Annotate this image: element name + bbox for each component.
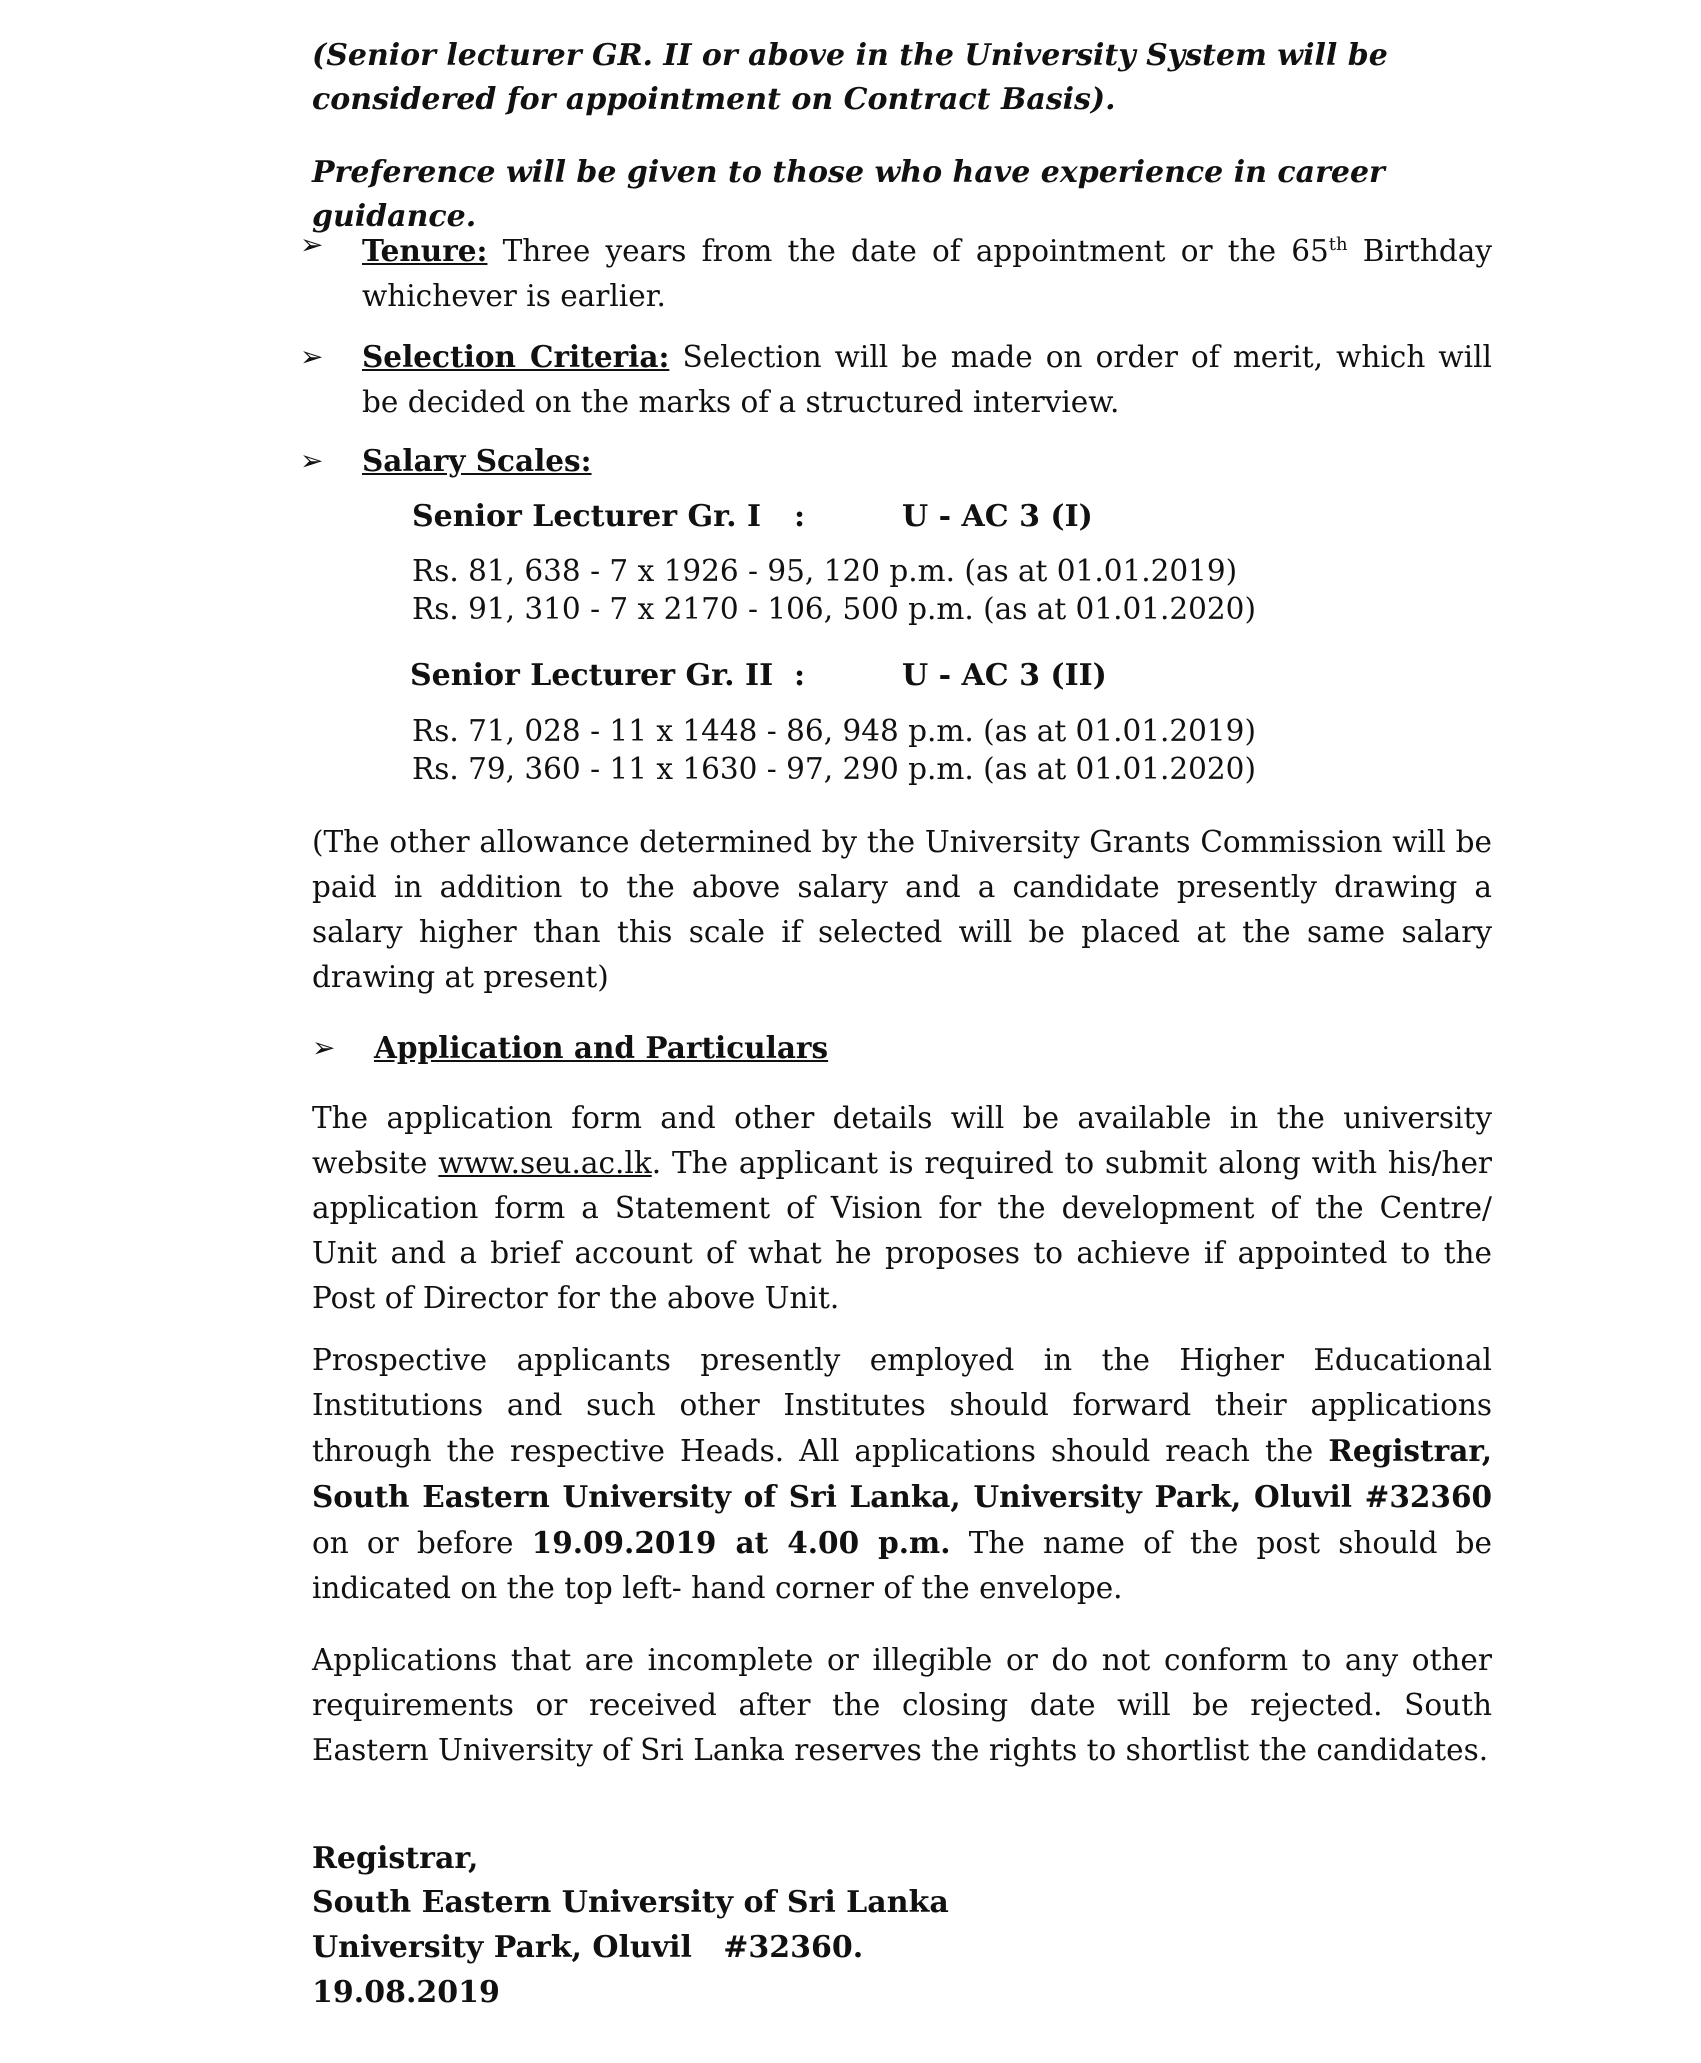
selection-label: Selection Criteria: [362, 339, 670, 374]
tenure-paragraph [362, 222, 1492, 319]
bullet-arrow-icon: ➢ [300, 228, 324, 261]
grade1-code: U - AC 3 (I) [902, 499, 1093, 534]
tenure-label: Tenure: [362, 232, 488, 268]
signature-title: Registrar, [312, 1841, 479, 1876]
application-label: Application and Particulars [374, 1030, 829, 1065]
grade1-salary-2019: Rs. 81, 638 - 7 x 1926 - 95, 120 p.m. (as at 01.01.2019) [412, 554, 1238, 588]
grade2-title: Senior Lecturer Gr. II [410, 658, 774, 693]
application-text: The name of the post should be indicated on the top left- hand corner of the envelope. [312, 1526, 1492, 1605]
grade2-salary-2019: Rs. 71, 028 - 11 x 1448 - 86, 948 p.m. (as at 01.01.2019) [412, 714, 1256, 748]
preference-note: Preference will be given to those who have experience in career guidance. [312, 155, 1385, 234]
grade2-code: U - AC 3 (II) [902, 658, 1107, 693]
salary-label: Salary Scales: [362, 443, 592, 478]
allowance-note: (The other allowance determined by the University Grants Commission will be paid in addition to the above salary and a candidate presently drawing a salary higher than this scale if selected will be placed at the same salary drawing at present) [312, 825, 1492, 994]
website-link[interactable]: www.seu.ac.lk [438, 1146, 652, 1180]
selection-text: Selection will be made on order of merit, which will be decided on the marks of a structured interview. [362, 340, 1492, 419]
application-paragraph-2 [312, 1338, 1492, 1611]
application-heading [374, 1025, 1374, 1071]
grade2-salary-2020: Rs. 79, 360 - 11 x 1630 - 97, 290 p.m. (as at 01.01.2020) [412, 752, 1256, 786]
tenure-text-after: Birthday whichever is earlier. [362, 233, 1492, 313]
signature-university: South Eastern University of Sri Lanka [312, 1885, 949, 1920]
bullet-arrow-icon: ➢ [312, 1031, 336, 1064]
grade1-colon: : [794, 499, 806, 534]
application-paragraph-1 [312, 1096, 1492, 1321]
application-paragraph-3: Applications that are incomplete or illegible or do not conform to any other requirements or received after the closing date will be rejected. South Eastern University of Sri Lanka reserves the rights to shortlist the candidates. [312, 1643, 1492, 1767]
signature-address: University Park, Oluvil #32360. [312, 1930, 864, 1965]
bullet-arrow-icon: ➢ [300, 444, 324, 477]
selection-paragraph [362, 334, 1492, 425]
application-text: . The applicant is required to submit along with his/her application form a Statement of Vision for the development of the Centre/ Unit and a brief account of what he proposes to achieve if appointed to the Post of Director for the above Unit. [312, 1146, 1493, 1315]
salary-heading [362, 438, 1492, 484]
bullet-arrow-icon: ➢ [300, 340, 324, 373]
application-text: The application form and other details will be available in the university website [312, 1101, 1492, 1180]
tenure-sup: th [1328, 234, 1348, 255]
grade1-title: Senior Lecturer Gr. I [412, 499, 762, 534]
grade1-salary-2020: Rs. 91, 310 - 7 x 2170 - 106, 500 p.m. (as at 01.01.2020) [412, 592, 1256, 626]
tenure-text: Three years from the date of appointment or the 65 [487, 233, 1329, 268]
grade2-colon: : [794, 658, 806, 693]
registrar-address: Registrar, South Eastern University of Sri Lanka, University Park, Oluvil #32360 [312, 1433, 1492, 1514]
contract-note: (Senior lecturer GR. II or above in the University System will be considered for appointment on Contract Basis). [312, 38, 1388, 117]
signature-date: 19.08.2019 [312, 1975, 500, 2010]
application-text: Prospective applicants presently employed in the Higher Educational Institutions and such other Institutes should forward their applications through the respective Heads. All applications should reach the [312, 1343, 1492, 1468]
closing-date: 19.09.2019 at 4.00 p.m. [531, 1525, 951, 1560]
application-text: on or before [312, 1526, 532, 1560]
